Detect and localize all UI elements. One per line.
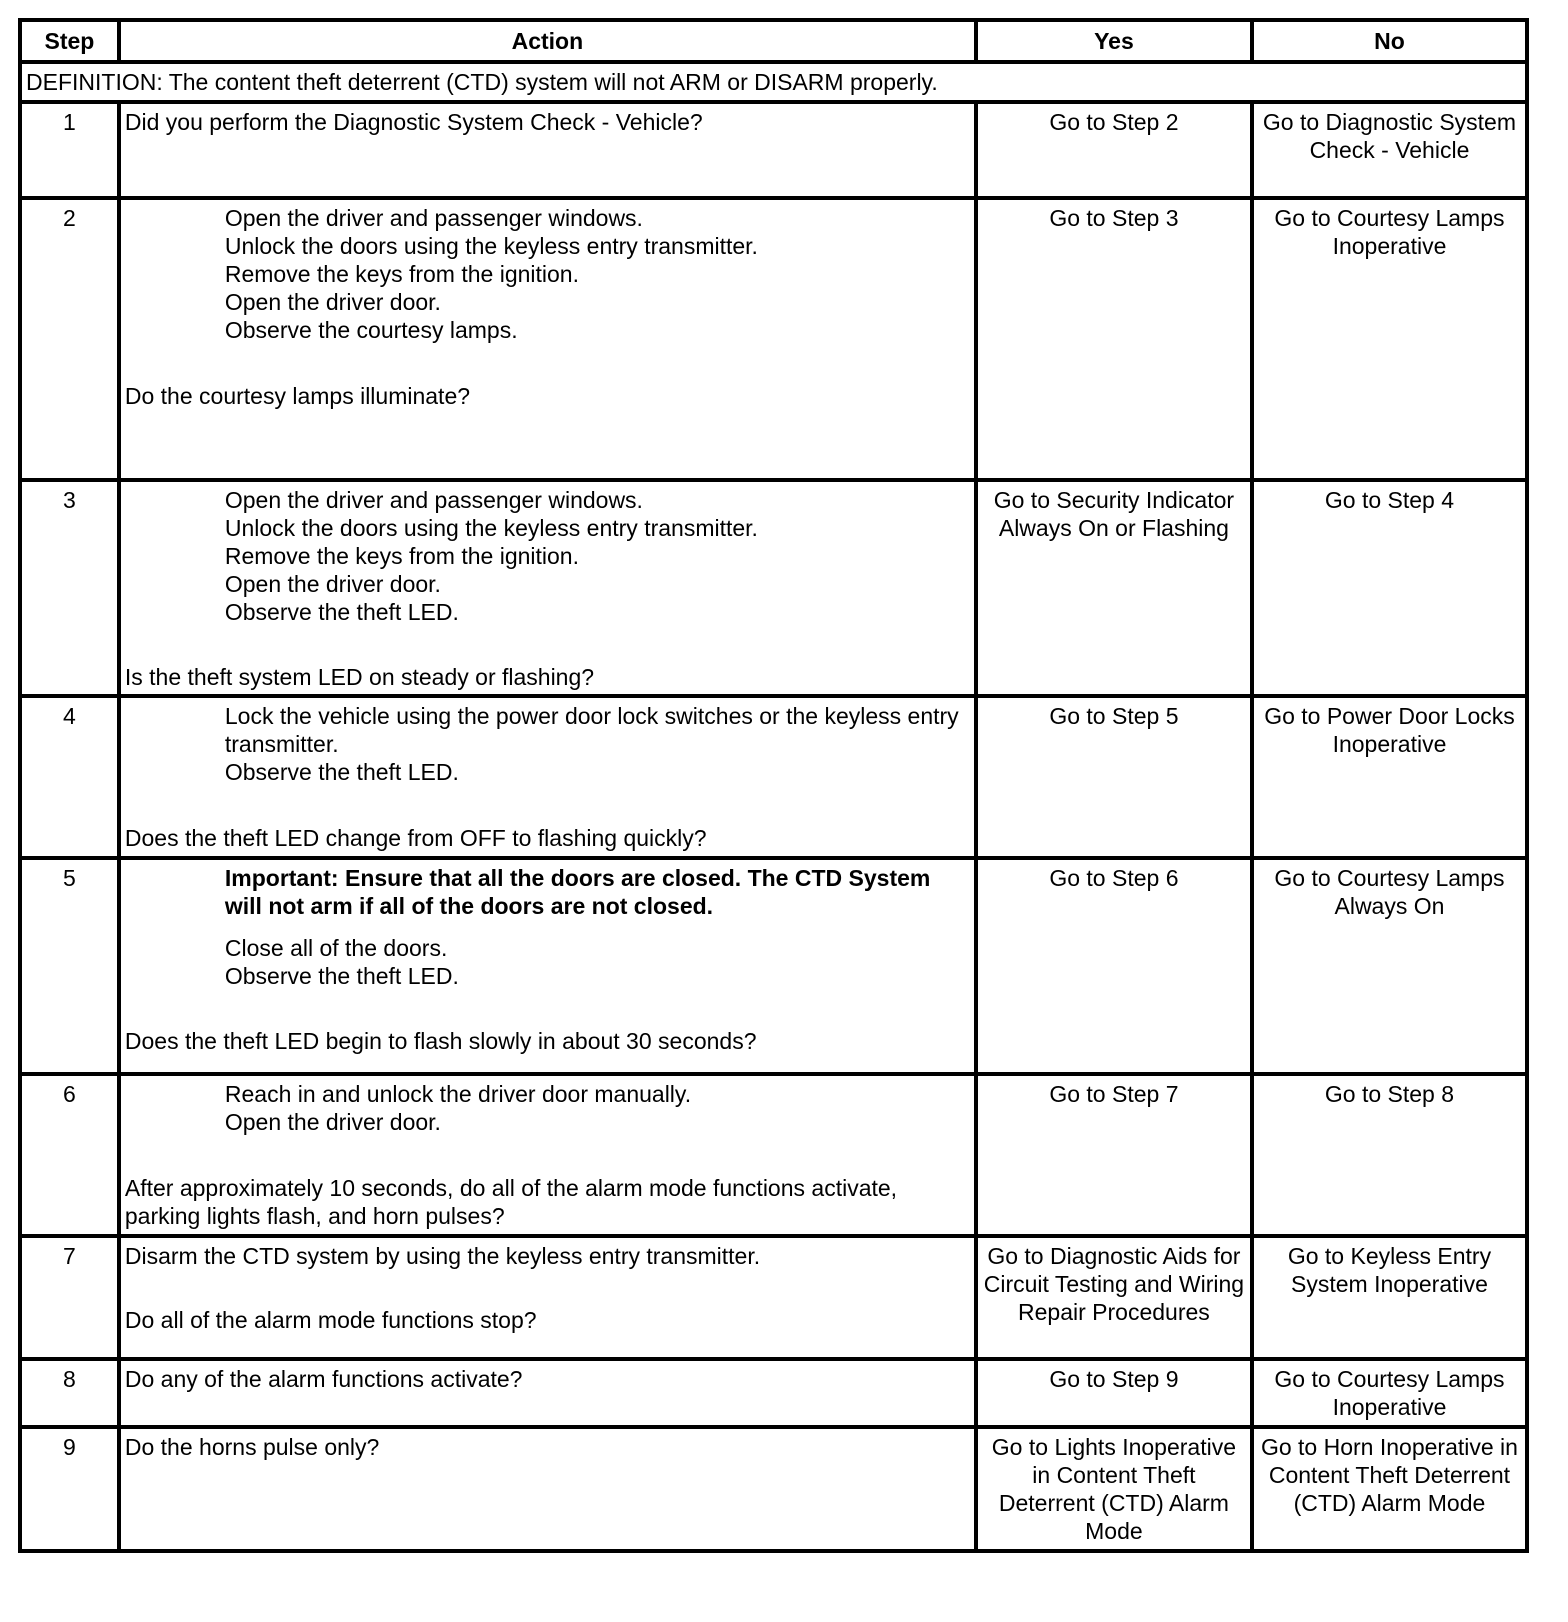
substep-item: Open the driver door. [224,289,441,315]
table-row [20,1236,1527,1359]
question-text: Did you perform the Diagnostic System Check - Vehicle? [124,109,703,135]
step-number: 5 [20,858,119,1074]
substep-list [225,204,970,344]
no-result: Go to Step 8 [1252,1074,1527,1236]
substep-list [225,486,970,626]
step-number: 1 [20,102,119,198]
question-text: Do all of the alarm mode functions stop? [124,1307,537,1333]
action-cell [119,1427,976,1551]
yes-result: Go to Security Indicator Always On or Flashing [976,480,1252,696]
substep-list [225,864,970,990]
step-number: 7 [20,1236,119,1359]
yes-result: Go to Diagnostic Aids for Circuit Testing and Wiring Repair Procedures [976,1236,1252,1359]
question-text: Is the theft system LED on steady or flashing? [124,664,595,690]
substep-list [225,1080,970,1136]
question-text: Does the theft LED begin to flash slowly in about 30 seconds? [124,1028,757,1054]
substep-item: Lock the vehicle using the power door lock switches or the keyless entry transmitter. [224,703,959,757]
header-row [20,20,1527,62]
question-text: Do any of the alarm functions activate? [124,1366,523,1392]
header-yes: Yes [976,20,1252,62]
action-cell [119,696,976,858]
action-cell [119,1359,976,1427]
no-result: Go to Horn Inoperative in Content Theft Deterrent (CTD) Alarm Mode [1252,1427,1527,1551]
table-row [20,198,1527,480]
table-row [20,1427,1527,1551]
step-number: 3 [20,480,119,696]
action-cell [119,198,976,480]
yes-result: Go to Step 7 [976,1074,1252,1236]
substep-list [225,702,970,786]
substep-item: Observe the theft LED. [224,759,459,785]
action-cell [119,102,976,198]
step-number: 6 [20,1074,119,1236]
instruction-text: Disarm the CTD system by using the keyless entry transmitter. [124,1243,761,1269]
question-text: Do the horns pulse only? [124,1434,380,1460]
table-row [20,1359,1527,1427]
substep-item: Open the driver and passenger windows. [224,487,643,513]
definition-row [20,62,1527,102]
substep-item: Observe the theft LED. [224,963,459,989]
question-text: Does the theft LED change from OFF to flashing quickly? [124,825,707,851]
action-cell [119,480,976,696]
table-row [20,102,1527,198]
table-row [20,696,1527,858]
step-number: 2 [20,198,119,480]
table-row [20,858,1527,1074]
substep-item: Remove the keys from the ignition. [224,261,579,287]
step-number: 8 [20,1359,119,1427]
no-result: Go to Diagnostic System Check - Vehicle [1252,102,1527,198]
no-result: Go to Courtesy Lamps Inoperative [1252,1359,1527,1427]
substep-item: Open the driver and passenger windows. [224,205,643,231]
diagnostic-table [18,18,1529,1553]
substep-item: Open the driver door. [224,1109,441,1135]
no-result: Go to Power Door Locks Inoperative [1252,696,1527,858]
substep-item: Open the driver door. [224,571,441,597]
step-number: 9 [20,1427,119,1551]
action-cell [119,1074,976,1236]
action-cell [119,1236,976,1359]
no-result: Go to Courtesy Lamps Inoperative [1252,198,1527,480]
yes-result: Go to Step 3 [976,198,1252,480]
table-row [20,480,1527,696]
step-number: 4 [20,696,119,858]
definition-text: DEFINITION: The content theft deterrent (CTD) system will not ARM or DISARM properly. [20,62,1527,102]
substep-item: Observe the theft LED. [224,599,459,625]
header-action: Action [119,20,976,62]
substep-item: Observe the courtesy lamps. [224,317,518,343]
yes-result: Go to Step 5 [976,696,1252,858]
substep-item: Reach in and unlock the driver door manually. [224,1081,692,1107]
yes-result: Go to Step 9 [976,1359,1252,1427]
substep-item: Close all of the doors. [224,935,448,961]
substep-item: Unlock the doors using the keyless entry transmitter. [224,233,758,259]
yes-result: Go to Lights Inoperative in Content Theft Deterrent (CTD) Alarm Mode [976,1427,1252,1551]
header-no: No [1252,20,1527,62]
yes-result: Go to Step 2 [976,102,1252,198]
header-step: Step [20,20,119,62]
question-text: After approximately 10 seconds, do all of the alarm mode functions activate, parking lights flash, and horn pulses? [124,1175,898,1229]
question-text: Do the courtesy lamps illuminate? [124,383,471,409]
action-cell [119,858,976,1074]
no-result: Go to Step 4 [1252,480,1527,696]
substep-item: Unlock the doors using the keyless entry transmitter. [224,515,758,541]
no-result: Go to Keyless Entry System Inoperative [1252,1236,1527,1359]
yes-result: Go to Step 6 [976,858,1252,1074]
no-result: Go to Courtesy Lamps Always On [1252,858,1527,1074]
substep-item: Remove the keys from the ignition. [224,543,579,569]
important-note: Important: Ensure that all the doors are closed. The CTD System will not arm if all of the doors are not closed. [224,865,931,919]
table-row [20,1074,1527,1236]
